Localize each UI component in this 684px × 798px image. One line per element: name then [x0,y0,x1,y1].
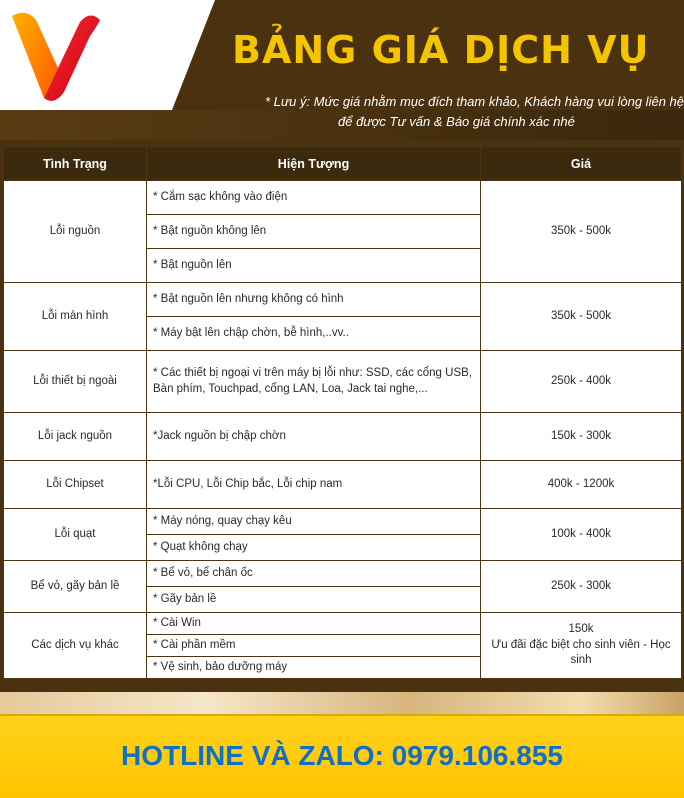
table-row [4,613,682,635]
header-price: Giá [481,147,682,181]
price-cell: 400k - 1200k [481,461,682,509]
v-logo-icon [6,6,102,102]
header-symptom: Hiện Tượng [147,147,481,181]
symptom-cell: * Bật nguồn không lên [147,215,481,249]
table-row [4,509,682,535]
price-cell: 250k - 400k [481,351,682,413]
header-banner [0,0,684,140]
status-cell: Lỗi Chipset [4,461,147,509]
status-cell: Lỗi màn hình [4,283,147,351]
table-row [4,461,682,509]
table-row [4,351,682,413]
footer-decoration [0,692,684,714]
symptom-cell: * Vệ sinh, bảo dưỡng máy [147,657,481,679]
symptom-cell: *Jack nguồn bị chập chờn [147,413,481,461]
symptom-cell: * Bật nguồn lên nhưng không có hình [147,283,481,317]
symptom-cell: * Quạt không chạy [147,535,481,561]
price-cell: 100k - 400k [481,509,682,561]
table-row [4,413,682,461]
symptom-cell: * Bật nguồn lên [147,249,481,283]
page-title: BẢNG GIÁ DỊCH VỤ [232,28,650,72]
status-cell: Lỗi jack nguồn [4,413,147,461]
symptom-cell: * Bể vỏ, bể chân ốc [147,561,481,587]
price-cell: 350k - 500k [481,181,682,283]
symptom-cell: *Lỗi CPU, Lỗi Chip bắc, Lỗi chip nam [147,461,481,509]
price-cell: 350k - 500k [481,283,682,351]
table-row [4,181,682,215]
price-cell: 150k - 300k [481,413,682,461]
symptom-cell: * Gãy bản lề [147,587,481,613]
price-note: Ưu đãi đặc biệt cho sinh viên - Học sinh [491,638,671,667]
symptom-cell: * Cài phần mềm [147,635,481,657]
status-cell: Lỗi thiết bị ngoài [4,351,147,413]
status-cell: Bể vỏ, gãy bản lề [4,561,147,613]
symptom-cell: * Máy bật lên chập chờn, bễ hình,..vv.. [147,317,481,351]
price-cell: 250k - 300k [481,561,682,613]
symptom-cell: * Cắm sạc không vào điện [147,181,481,215]
status-cell: Lỗi nguồn [4,181,147,283]
hotline-text: HOTLINE VÀ ZALO: 0979.106.855 [121,740,563,771]
header-status: Tình Trạng [4,147,147,181]
table-header-row [4,147,682,181]
footer-banner [0,714,684,798]
price-table [3,146,682,679]
table-row [4,561,682,587]
symptom-cell: * Các thiết bị ngoại vi trên máy bị lỗi như: SSD, các cổng USB, Bàn phím, Touchpad, cổng LAN, Loa, Jack tai nghe,... [147,351,481,413]
symptom-cell: * Máy nóng, quay chạy kêu [147,509,481,535]
note-line-2: để được Tư vấn & Báo giá chính xác nhé [338,114,575,129]
table-row [4,283,682,317]
symptom-cell: * Cài Win [147,613,481,635]
note-line-1: * Lưu ý: Mức giá nhằm mục đích tham khảo, Khách hàng vui lòng liên hệ [265,94,684,109]
status-cell: Lỗi quạt [4,509,147,561]
price-table-container [0,140,684,692]
price-value: 150k [568,623,594,636]
status-cell: Các dịch vụ khác [4,613,147,679]
price-cell [481,613,682,679]
